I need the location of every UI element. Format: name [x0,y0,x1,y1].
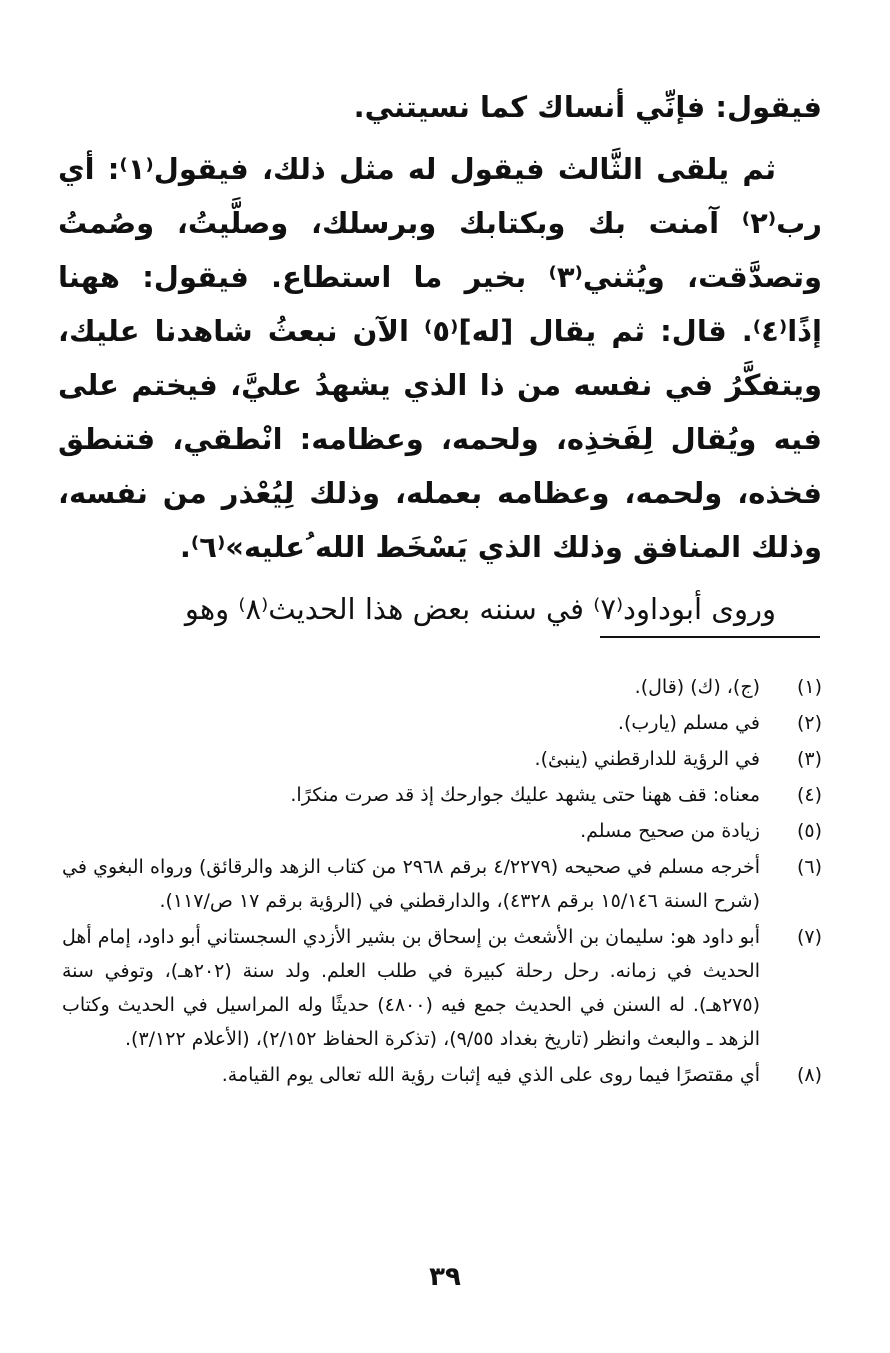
page-number: ٣٩ [429,1262,461,1292]
footnote-text: أبو داود هو: سليمان بن الأشعث بن إسحاق بن بشير الأزدي السجستاني أبو داود، إمام أهل الحديث في زمانه. رحل رحلة كبيرة في طلب العلم. ولد سنة (٢٠٢هـ)، وتوفي سنة (٢٧٥هـ). له السنن في الحديث جمع فيه (٤٨٠٠) حديثًا وله المراسيل في الحديث وكتاب الزهد ـ والبعث وانظر (تاريخ بغداد ٩/٥٥)، (تذكرة الحفاظ ٢/١٥٢)، (الأعلام ٣/١٢٢). [62,926,760,1050]
footnotes-list [62,670,822,1094]
paragraph: وروى أبوداود⁽٧⁾ في سننه بعض هذا الحديث⁽٨⁾ وهو [184,592,776,626]
footnote-text: أي مقتصرًا فيما روى على الذي فيه إثبات رؤية الله تعالى يوم القيامة. [221,1064,760,1086]
main-text [58,80,822,636]
footnote-separator [600,636,820,638]
footnote [62,1058,822,1092]
footnote-text: في الرؤية للدارقطني (ينبئ). [534,748,760,770]
footnote-text: في مسلم (يارب). [617,712,760,734]
footnote [62,670,822,704]
footnote-number: (٢) [796,712,822,734]
footnote-number: (٥) [796,820,822,842]
footnote [62,920,822,1056]
paragraph: فيقول: فإنِّي أنساك كما نسيتني. [353,90,822,124]
footnote-number: (٤) [796,784,822,806]
footnote-text: أخرجه مسلم في صحيحه (٤/٢٢٧٩ برقم ٢٩٦٨ من كتاب الزهد والرقائق) ورواه البغوي في (شرح السنة ١٥/١٤٦ برقم ٤٣٢٨)، والدارقطني في (الرؤية برقم ١٧ ص/١١٧). [62,856,761,912]
footnote-text: (ج)، (ك) (قال). [634,676,760,698]
paragraph: ثم يلقى الثَّالث فيقول له مثل ذلك، فيقول⁽١⁾: أي رب⁽٢⁾ آمنت بك وبكتابك وبرسلك، وصلَّيتُ، وصُمتُ وتصدَّقت، ويُثني⁽٣⁾ بخير ما استطاع. فيقول: ههنا إذًا⁽٤⁾. قال: ثم يقال [له]⁽٥⁾ الآن نبعثُ شاهدنا عليك، ويتفكَّرُ في نفسه من ذا الذي يشهدُ عليَّ، فيختم على فيه ويُقال لِفَخذِه، ولحمه، وعظامه: انْطقي، فتنطق فخذه، ولحمه، وعظامه بعمله، وذلك لِيُعْذر من نفسه، وذلك المنافق وذلك الذي يَسْخَط الله ُعليه»⁽٦⁾. [58,152,822,564]
footnote-number: (٧) [796,926,822,948]
footnote [62,742,822,776]
footnote-text: معناه: قف ههنا حتى يشهد عليك جوارحك إذ قد صرت منكرًا. [290,784,760,806]
footnote-number: (١) [796,676,822,698]
footnote [62,850,822,918]
footnote-number: (٨) [796,1064,822,1086]
footnote-text: زيادة من صحيح مسلم. [580,820,760,842]
footnote [62,778,822,812]
footnote-number: (٦) [796,856,822,878]
footnote [62,706,822,740]
footnote-number: (٣) [796,748,822,770]
footnote [62,814,822,848]
